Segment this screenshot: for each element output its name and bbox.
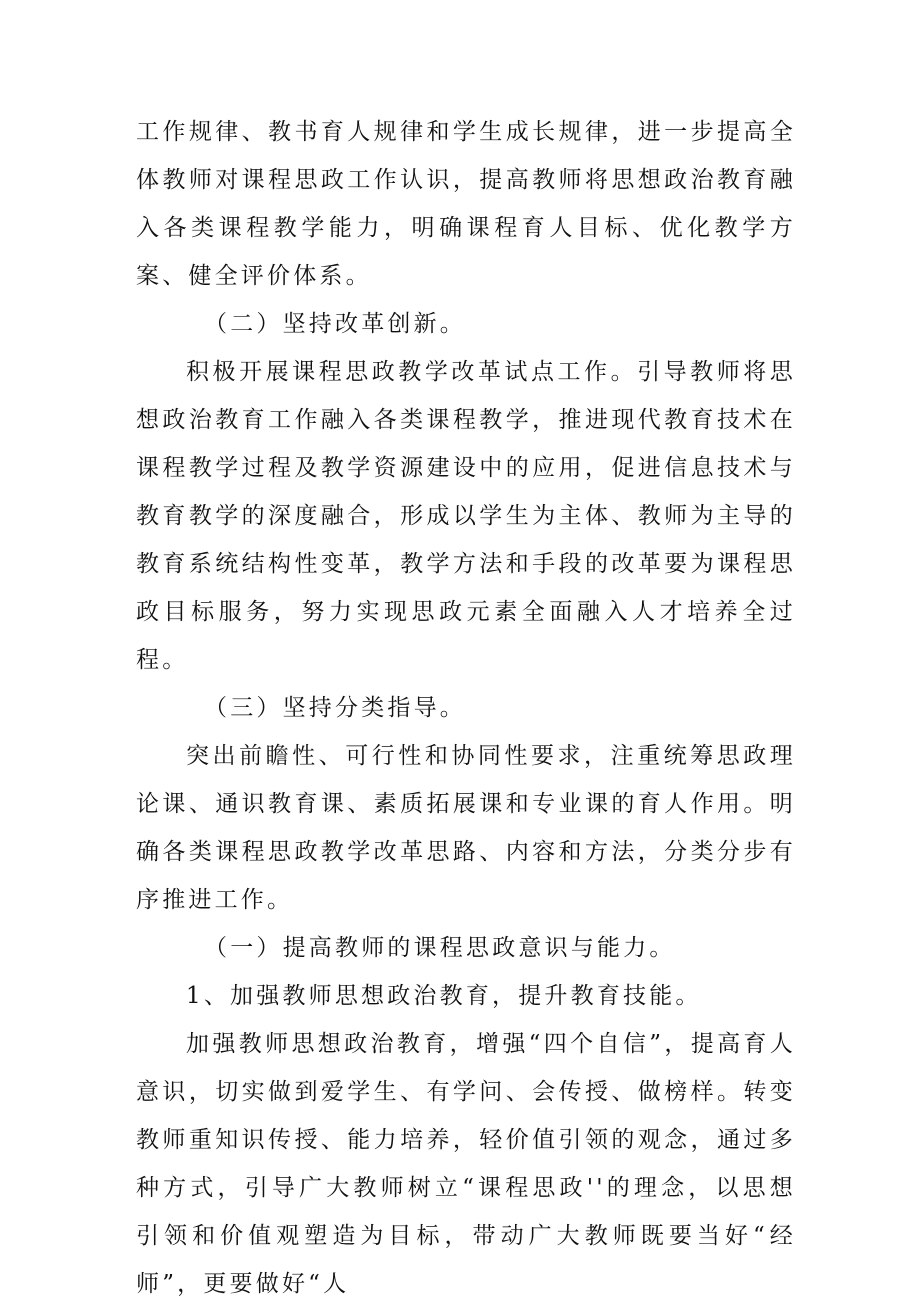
section-heading-reform: （二）坚持改革创新。 (204, 311, 466, 337)
paragraph-guidance: 突出前瞻性、可行性和协同性要求，注重统筹思政理论课、通识教育课、素质拓展课和专业课的育人作用。明确各类课程思政教学改革思路、内容和方法，分类分步有序推进工作。 (136, 743, 796, 913)
paragraph-continued: 工作规律、教书育人规律和学生成长规律，进一步提高全体教师对课程思政工作认识，提高教师将思想政治教育融入各类课程教学能力，明确课程育人目标、优化教学方案、健全评价体系。 (136, 119, 796, 289)
section-heading-teacher-ability: （一）提高教师的课程思政意识与能力。 (204, 935, 676, 961)
section-heading-guidance: （三）坚持分类指导。 (204, 695, 466, 721)
subsection-heading-education: 1、加强教师思想政治教育，提升教育技能。 (186, 983, 702, 1009)
paragraph-education: 加强教师思想政治教育，增强“四个自信”，提高育人意识，切实做到爱学生、有学问、会传授、做榜样。转变教师重知识传授、能力培养，轻价值引领的观念，通过多种方式，引导广大教师树立“课程思政''的理念，以思想引领和价值观塑造为目标，带动广大教师既要当好“经师”，更要做好“人 (136, 1031, 796, 1297)
paragraph-reform: 积极开展课程思政教学改革试点工作。引导教师将思想政治教育工作融入各类课程教学，推进现代教育技术在课程教学过程及教学资源建设中的应用，促进信息技术与教育教学的深度融合，形成以学生为主体、教师为主导的教育系统结构性变革，教学方法和手段的改革要为课程思政目标服务，努力实现思政元素全面融入人才培养全过程。 (136, 359, 796, 673)
document-body (136, 108, 796, 1308)
